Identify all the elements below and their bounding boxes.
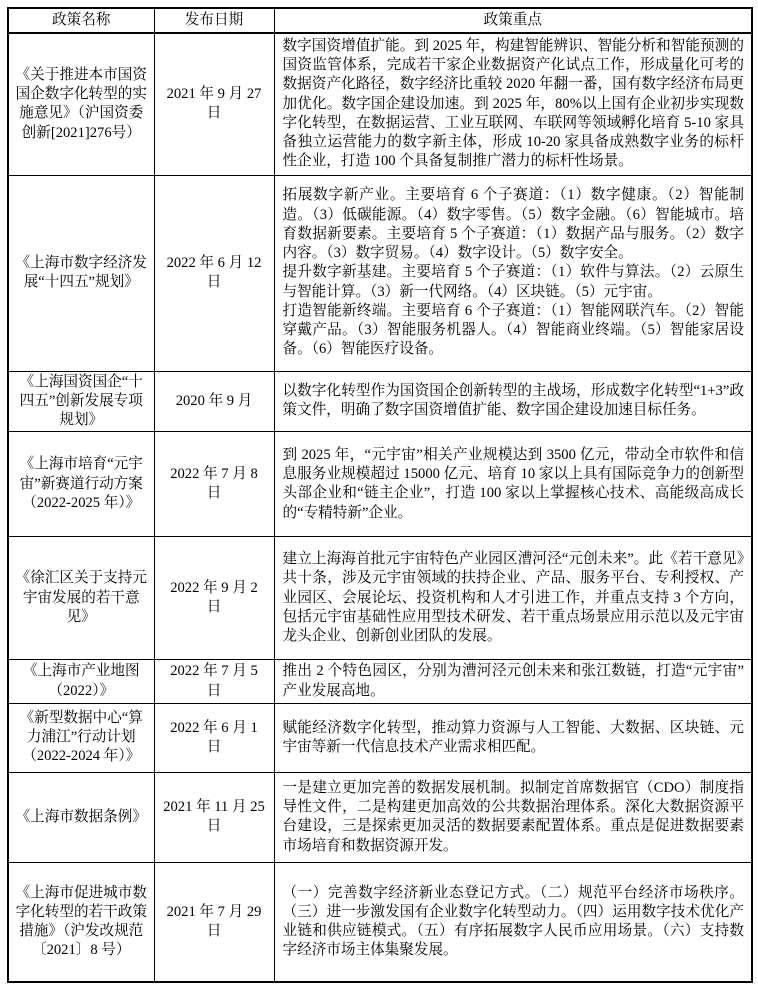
publish-date-cell: 2021 年 7 月 29 日 bbox=[154, 862, 274, 982]
publish-date-cell: 2022 年 9 月 2 日 bbox=[154, 537, 274, 660]
header-publish-date: 发布日期 bbox=[154, 8, 274, 33]
publish-date-cell: 2022 年 7 月 8 日 bbox=[154, 432, 274, 537]
header-policy-name: 政策名称 bbox=[8, 8, 154, 33]
table-row bbox=[8, 772, 752, 862]
policy-points-cell: 推出 2 个特色园区，分别为漕河泾元创未来和张江数链，打造“元宇宙”产业发展高地。 bbox=[274, 660, 752, 704]
publish-date-cell: 2022 年 6 月 12 日 bbox=[154, 175, 274, 371]
policy-points-cell: 拓展数字新产业。主要培育 6 个子赛道：（1）数字健康。（2）智能制造。（3）低碳能源。（4）数字零售。（5）数字金融。（6）智能城市。培育数据新要素。主要培育 5 个子赛道：（1）数据产品与服务。（2）数字内容。（3）数字贸易。（4）数字设计。（5）数字安全。 提升数字新基建。主要培育 5 个子赛道：（1）软件与算法。（2）云原生与智能计算。（3）新一代网络。（4）区块链。（5）元宇宙。 打造智能新终端。主要培育 6 个子赛道：（1）智能网联汽车。（2）智能穿戴产品。（3）智能服务机器人。（4）智能商业终端。（5）智能家居设备。（6）智能医疗设备。 bbox=[274, 175, 752, 371]
policy-name-cell: 《上海市产业地图（2022）》 bbox=[8, 660, 154, 704]
table-header-row bbox=[8, 8, 752, 33]
policy-points-cell: 赋能经济数字化转型，推动算力资源与人工智能、大数据、区块链、元宇宙等新一代信息技术产业需求相匹配。 bbox=[274, 703, 752, 772]
publish-date-cell: 2022 年 7 月 5 日 bbox=[154, 660, 274, 704]
policy-name-cell: 《徐汇区关于支持元宇宙发展的若干意见》 bbox=[8, 537, 154, 660]
policy-name-cell: 《上海市数字经济发展“十四五”规划》 bbox=[8, 175, 154, 371]
policy-points-cell: 以数字化转型作为国资国企创新转型的主战场，形成数字化转型“1+3”政策文件，明确了数字国资增值扩能、数字国企建设加速目标任务。 bbox=[274, 371, 752, 432]
policy-points-cell: 到 2025 年，“元宇宙”相关产业规模达到 3500 亿元，带动全市软件和信息服务业规模超过 15000 亿元、培育 10 家以上具有国际竞争力的创新型头部企业和“链主企业”，打造 100 家以上掌握核心技术、高能级高成长的“专精特新”企业。 bbox=[274, 432, 752, 537]
publish-date-cell: 2022 年 6 月 1 日 bbox=[154, 703, 274, 772]
publish-date-cell: 2021 年 11 月 25 日 bbox=[154, 772, 274, 862]
policy-name-cell: 《上海市培育“元宇宙”新赛道行动方案（2022-2025 年）》 bbox=[8, 432, 154, 537]
policy-name-cell: 《关于推进本市国资国企数字化转型的实施意见》（沪国资委创新[2021]276号） bbox=[8, 33, 154, 175]
policy-table bbox=[7, 7, 753, 983]
policy-name-cell: 《上海市数据条例》 bbox=[8, 772, 154, 862]
table-row bbox=[8, 537, 752, 660]
policy-name-cell: 《上海国资国企“十四五”创新发展专项规划》 bbox=[8, 371, 154, 432]
publish-date-cell: 2021 年 9 月 27 日 bbox=[154, 33, 274, 175]
policy-points-cell: 一是建立更加完善的数据发展机制。拟制定首席数据官（CDO）制度指导性文件，二是构建更加高效的公共数据治理体系。深化大数据资源平台建设，三是探索更加灵活的数据要素配置体系。重点是促进数据要素市场培育和数据资源开发。 bbox=[274, 772, 752, 862]
table-row bbox=[8, 432, 752, 537]
publish-date-cell: 2020 年 9 月 bbox=[154, 371, 274, 432]
policy-name-cell: 《上海市促进城市数字化转型的若干政策措施》（沪发改规范〔2021〕8 号） bbox=[8, 862, 154, 982]
policy-name-cell: 《新型数据中心“算力浦江”行动计划（2022-2024 年）》 bbox=[8, 703, 154, 772]
table-row bbox=[8, 175, 752, 371]
table-row bbox=[8, 660, 752, 704]
header-policy-points: 政策重点 bbox=[274, 8, 752, 33]
table-row bbox=[8, 862, 752, 982]
policy-points-cell: （一）完善数字经济新业态登记方式。（二）规范平台经济市场秩序。（三）进一步激发国有企业数字化转型动力。（四）运用数字技术优化产业链和供应链模式。（五）有序拓展数字人民币应用场景。（六）支持数字经济市场主体集聚发展。 bbox=[274, 862, 752, 982]
table-row bbox=[8, 371, 752, 432]
policy-points-cell: 建立上海海首批元宇宙特色产业园区漕河泾“元创未来”。此《若干意见》共十条，涉及元宇宙领域的扶持企业、产品、服务平台、专利授权、产业园区、会展论坛、投资机构和人才引进工作，并重点支持 3 个方向，包括元宇宙基础性应用型技术研发、若干重点场景应用示范以及元宇宙龙头企业、创新创业团队的发展。 bbox=[274, 537, 752, 660]
table-row bbox=[8, 33, 752, 175]
policy-points-cell: 数字国资增值扩能。到 2025 年，构建智能辨识、智能分析和智能预测的国资监管体系，完成若干家企业数据资产化试点工作，形成量化可考的数据资产化路径，数字经济比重较 2020 年翻一番，国有数字经济布局更加优化。数字国企建设加速。到 2025 年，80%以上国有企业初步实现数字化转型，在数据运营、工业互联网、车联网等领域孵化培育 5-10 家具备独立运营能力的数字新主体，形成 10-20 家具备成熟数字业务的标杆性企业，打造 100 个具备复制推广潜力的标杆性场景。 bbox=[274, 33, 752, 175]
table-row bbox=[8, 703, 752, 772]
